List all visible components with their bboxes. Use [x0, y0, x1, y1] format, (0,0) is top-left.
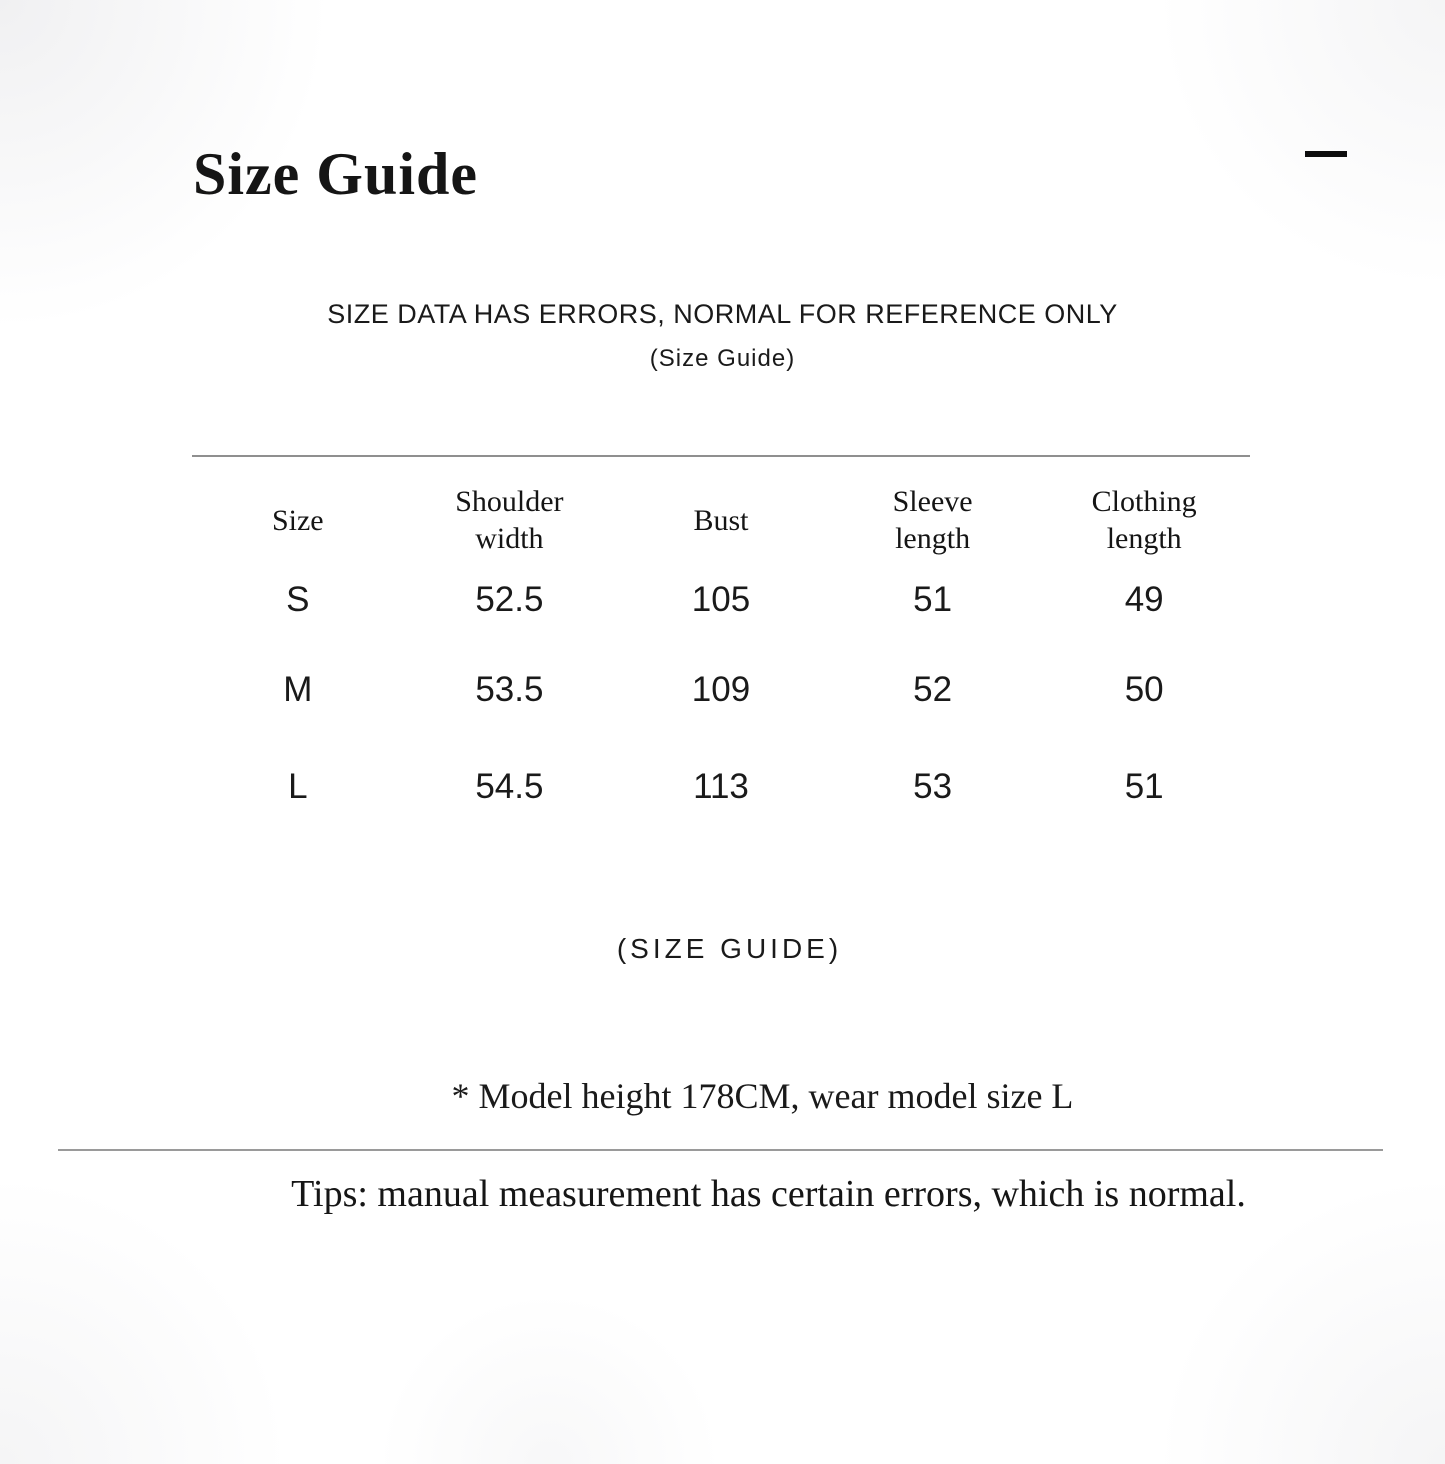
table-row-size-s — [192, 579, 1250, 621]
cell-bust: 113 — [693, 767, 749, 806]
table-row-size-m — [192, 669, 1250, 711]
cell-clothing-length: 50 — [1124, 670, 1164, 709]
column-header-size: Size — [271, 503, 324, 537]
size-guide-caption: (SIZE GUIDE) — [616, 933, 843, 964]
column-header-sleeve-length: Sleeve length — [892, 485, 973, 555]
column-header-shoulder-width: Shoulder width — [455, 485, 564, 555]
cell-sleeve-length: 52 — [913, 670, 953, 709]
cell-size: S — [286, 580, 310, 619]
size-notice-primary: SIZE DATA HAS ERRORS, NORMAL FOR REFERENCE ONLY — [327, 299, 1118, 329]
size-table-header-row — [192, 481, 1250, 559]
cell-clothing-length: 51 — [1124, 767, 1164, 806]
cell-shoulder-width: 52.5 — [475, 580, 544, 619]
size-table — [192, 455, 1250, 808]
cell-size: M — [283, 670, 313, 709]
cell-sleeve-length: 53 — [913, 767, 953, 806]
cell-shoulder-width: 54.5 — [475, 767, 544, 806]
footer-divider — [58, 1149, 1383, 1151]
cell-bust: 105 — [691, 580, 751, 619]
cell-sleeve-length: 51 — [913, 580, 953, 619]
cell-clothing-length: 49 — [1124, 580, 1164, 619]
page-title: Size Guide — [193, 141, 479, 207]
collapse-dash-icon[interactable] — [1305, 151, 1347, 157]
size-notice-secondary: (Size Guide) — [649, 345, 796, 372]
cell-shoulder-width: 53.5 — [475, 670, 544, 709]
column-header-bust: Bust — [693, 503, 749, 537]
cell-bust: 109 — [691, 670, 751, 709]
model-height-note: * Model height 178CM, wear model size L — [451, 1076, 1074, 1116]
cell-size: L — [288, 767, 308, 806]
measurement-tips-note: Tips: manual measurement has certain errors, which is normal. — [291, 1173, 1246, 1215]
column-header-clothing-length: Clothing length — [1091, 485, 1197, 555]
table-row-size-l — [192, 766, 1250, 808]
